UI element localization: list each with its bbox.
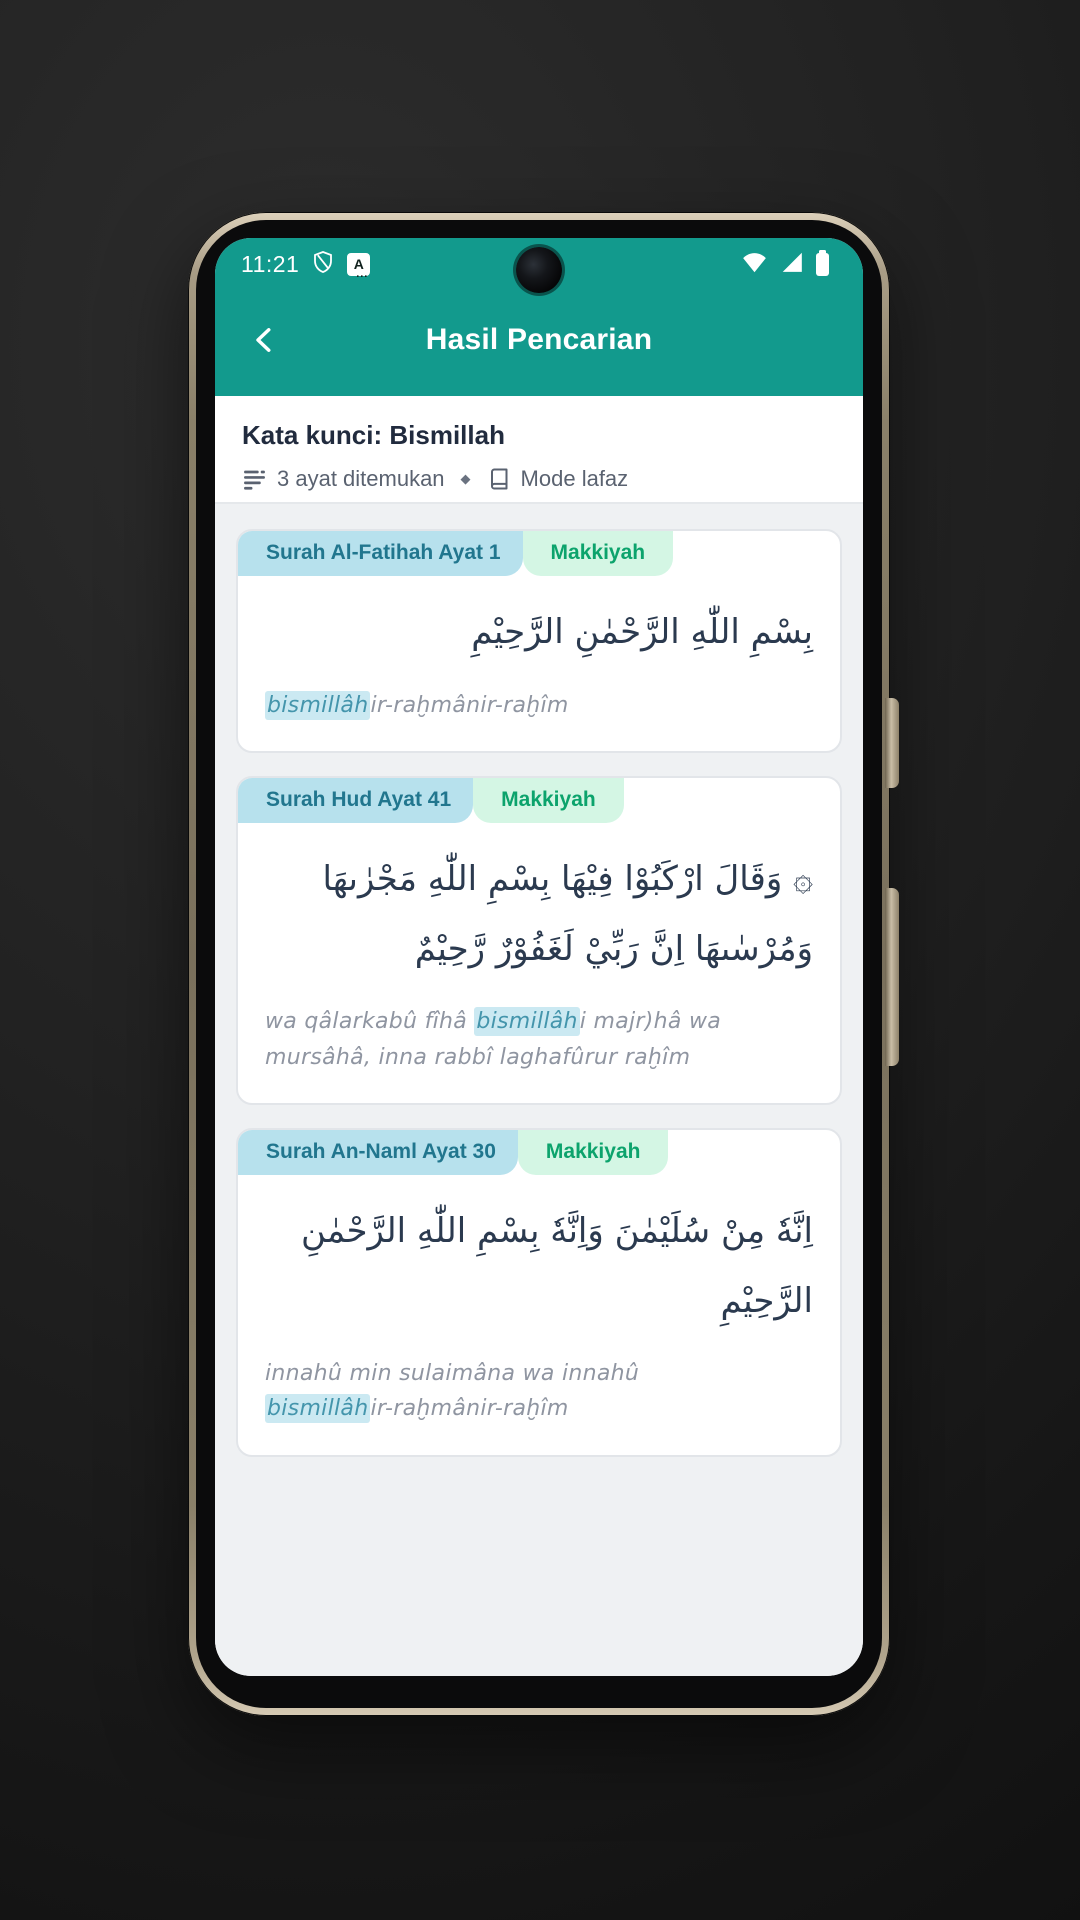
result-lines-icon: [242, 467, 267, 492]
cellular-signal-icon: [780, 250, 804, 279]
book-icon: [487, 467, 511, 491]
phone-bezel: [196, 220, 882, 1708]
page-title: Hasil Pencarian: [425, 323, 653, 356]
clock: 11:21: [241, 250, 300, 277]
translit-post: i majr)hâ wa mursâhâ, inna rabbî laghafûrur raḫîm: [265, 1009, 722, 1070]
search-term-highlight: bismillâh: [476, 1009, 578, 1035]
front-camera: [516, 247, 562, 293]
letter-a-box-icon: A ...: [347, 253, 370, 276]
results-list: [215, 504, 863, 1676]
ayat-card[interactable]: [236, 776, 842, 1105]
shield-off-icon: [311, 250, 335, 279]
arabic-ayat: اِنَّهٗ مِنْ سُلَيْمٰنَ وَاِنَّهٗ بِسْمِ اللّٰهِ الرَّحْمٰنِ الرَّحِيْمِ: [300, 1210, 813, 1321]
makkiyah-badge: Makkiyah: [473, 778, 624, 823]
arabic-ayat: ۞ وَقَالَ ارْكَبُوْا فِيْهَا بِسْمِ اللّٰهِ مَجْرٰىهَا وَمُرْسٰىهَا اِنَّ رَبِّيْ لَغَفُوْرٌ رَّحِيْمٌ: [322, 859, 813, 969]
surah-badge: Surah Hud Ayat 41: [238, 778, 473, 823]
makkiyah-badge: Makkiyah: [518, 1130, 669, 1175]
phone-screen: [215, 238, 863, 1676]
back-button[interactable]: [245, 320, 285, 360]
phone-device: [188, 212, 890, 1716]
result-count: 3 ayat ditemukan: [277, 466, 445, 491]
search-keyword-label: Kata kunci: Bismillah: [242, 420, 505, 450]
wifi-icon: [741, 250, 768, 279]
search-summary: [215, 396, 863, 504]
power-button: [885, 698, 899, 788]
volume-button: [885, 888, 899, 1066]
battery-icon: [816, 253, 829, 276]
mode-label: Mode lafaz: [520, 466, 629, 491]
arabic-ayat: بِسْمِ اللّٰهِ الرَّحْمٰنِ الرَّحِيْمِ: [471, 612, 813, 653]
surah-badge: Surah An-Naml Ayat 30: [238, 1130, 518, 1175]
translit-pre: innahû min sulaimâna wa innahû: [265, 1361, 640, 1387]
translit-pre: wa qâlarkabû fîhâ: [265, 1009, 475, 1035]
transliteration: [238, 668, 840, 751]
makkiyah-badge: Makkiyah: [523, 531, 674, 576]
transliteration: [238, 984, 840, 1102]
translit-post: ir-raḫmânir-raḫîm: [370, 1396, 569, 1422]
surah-badge: Surah Al-Fatihah Ayat 1: [238, 531, 523, 576]
ayat-card[interactable]: [236, 1128, 842, 1457]
search-term-highlight: bismillâh: [267, 692, 369, 718]
transliteration: [238, 1336, 668, 1454]
search-term-highlight: bismillâh: [267, 1396, 369, 1422]
diamond-separator-icon: ◆: [460, 471, 471, 486]
ayat-card[interactable]: [236, 529, 842, 753]
translit-post: ir-raḫmânir-raḫîm: [370, 692, 569, 718]
app-bar: [215, 284, 863, 396]
